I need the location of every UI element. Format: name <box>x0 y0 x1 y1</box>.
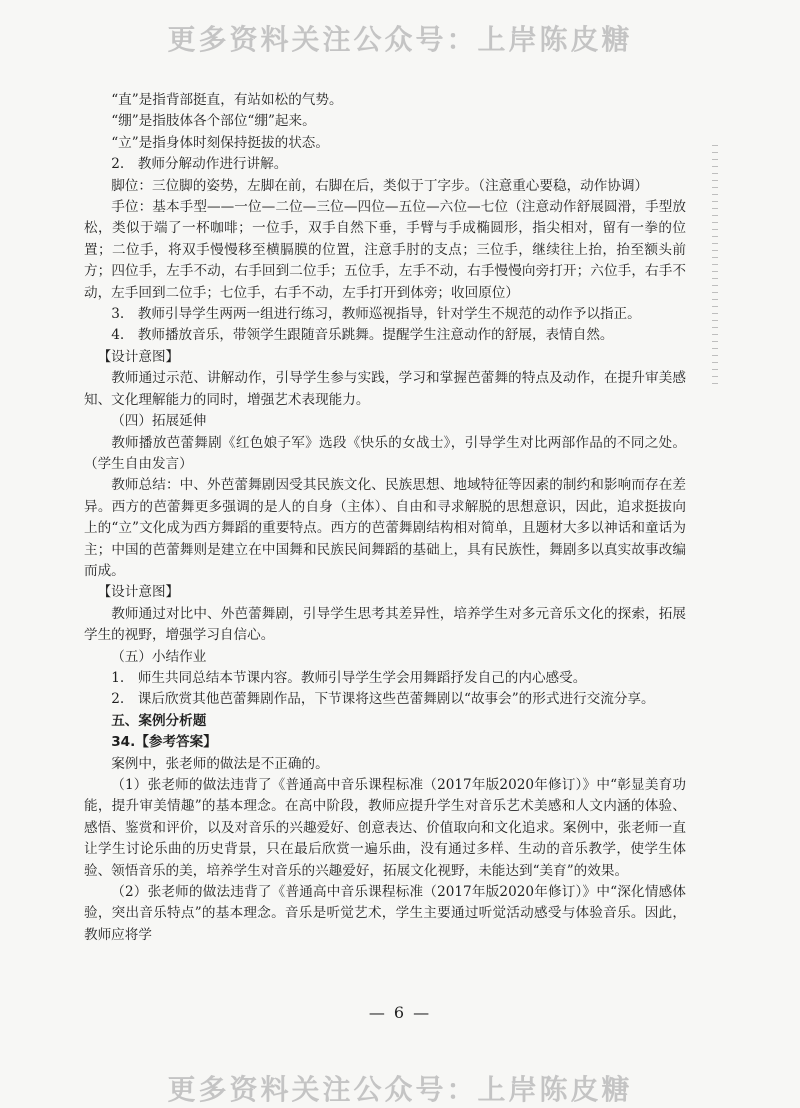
paragraph: 手位：基本手型——一位—二位—三位—四位—五位—六位—七位（注意动作舒展圆滑，手型放松，类似于端了一杯咖啡；一位手，双手自然下垂，手臂与手成椭圆形，指尖相对，留有一拳的位置；二位手，将双手慢慢移至横膈膜的位置，注意手肘的支点；三位手，继续往上抬，抬至额头前方；四位手，左手不动，右手回到二位手；五位手，左手不动，右手慢慢向旁打开；六位手，右手不动，左手回到二位手；七位手，右手不动，左手打开到体旁；收回原位） <box>84 199 686 301</box>
page-number: — 6 — <box>368 1003 432 1022</box>
watermark-bottom: 更多资料关注公众号：上岸陈皮糖 <box>167 1073 633 1106</box>
step-heading: 4. 教师播放音乐，带领学生跟随音乐跳舞。提醒学生注意动作的舒展，表情自然。 <box>111 327 614 344</box>
page-body <box>84 90 686 946</box>
watermark-top: 更多资料关注公众号：上岸陈皮糖 <box>167 23 633 56</box>
chapter-heading: 五、案例分析题 <box>111 712 207 729</box>
step-heading: 2. 课后欣赏其他芭蕾舞剧作品，下节课将这些芭蕾舞剧以“故事会”的形式进行交流分享。 <box>111 691 655 708</box>
paragraph: 教师播放芭蕾舞剧《红色娘子军》选段《快乐的女战士》，引导学生对比两部作品的不同之处。（学生自由发言） <box>84 434 686 472</box>
paragraph: 脚位：三位脚的姿势，左脚在前，右脚在后，类似于丁字步。（注意重心要稳，动作协调） <box>111 177 649 194</box>
step-heading: 2. 教师分解动作进行讲解。 <box>111 156 288 173</box>
step-heading: 3. 教师引导学生两两一组进行练习，教师巡视指导，针对学生不规范的动作予以指正。 <box>111 306 641 323</box>
design-intent-label: 【设计意图】 <box>97 584 180 601</box>
section-heading: （四）拓展延伸 <box>111 413 207 430</box>
paragraph: 教师通过对比中、外芭蕾舞剧，引导学生思考其差异性，培养学生对多元音乐文化的探索，拓展学生的视野，增强学习自信心。 <box>84 605 686 644</box>
paragraph: （1）张老师的做法违背了《普通高中音乐课程标准（2017年版2020年修订）》中“彰显美育功能，提升审美情趣”的基本理念。在高中阶段，教师应提升学生对音乐艺术美感和人文内涵的体验、感悟、鉴赏和评价，以及对音乐的兴趣爱好、创意表达、价值取向和文化追求。案例中，张老师一直让学生讨论乐曲的历史背景，只在最后欣赏一遍乐曲，没有通过多样、生动的音乐教学，使学生体验、领悟音乐的美，培养学生对音乐的兴趣爱好，拓展文化视野，未能达到“美育”的效果。 <box>84 777 686 879</box>
text-line: “绷”是指肢体各个部位“绷”起来。 <box>111 113 316 130</box>
text-line: “直”是指背部挺直，有站如松的气势。 <box>111 92 343 108</box>
margin-binding-marks <box>712 145 718 385</box>
paragraph: （2）张老师的做法违背了《普通高中音乐课程标准（2017年版2020年修订）》中“深化情感体验，突出音乐特点”的基本理念。音乐是听觉艺术，学生主要通过听觉活动感受与体验音乐。因此，教师应将学 <box>84 884 686 943</box>
step-heading: 1. 师生共同总结本节课内容。教师引导学生学会用舞蹈抒发自己的内心感受。 <box>111 669 587 686</box>
paragraph: 教师总结：中、外芭蕾舞剧因受其民族文化、民族思想、地域特征等因素的制约和影响而存在差异。西方的芭蕾舞更多强调的是人的自身（主体）、自由和寻求解脱的思想意识，因此，追求挺拔向上的“立”文化成为西方舞蹈的重要特点。西方的芭蕾舞剧结构相对简单，且题材大多以神话和童话为主；中国的芭蕾舞则是建立在中国舞和民族民间舞蹈的基础上，具有民族性，舞剧多以真实故事改编而成。 <box>84 477 686 579</box>
text-line: “立”是指身体时刻保持挺拔的状态。 <box>111 134 329 151</box>
section-heading: （五）小结作业 <box>111 648 207 665</box>
paragraph: 案例中，张老师的做法是不正确的。 <box>111 755 329 772</box>
design-intent-label: 【设计意图】 <box>97 348 180 365</box>
paragraph: 教师通过示范、讲解动作，引导学生参与实践，学习和掌握芭蕾舞的特点及动作，在提升审美感知、文化理解能力的同时，增强艺术表现能力。 <box>84 370 686 408</box>
answer-label: 34.【参考答案】 <box>111 734 217 751</box>
